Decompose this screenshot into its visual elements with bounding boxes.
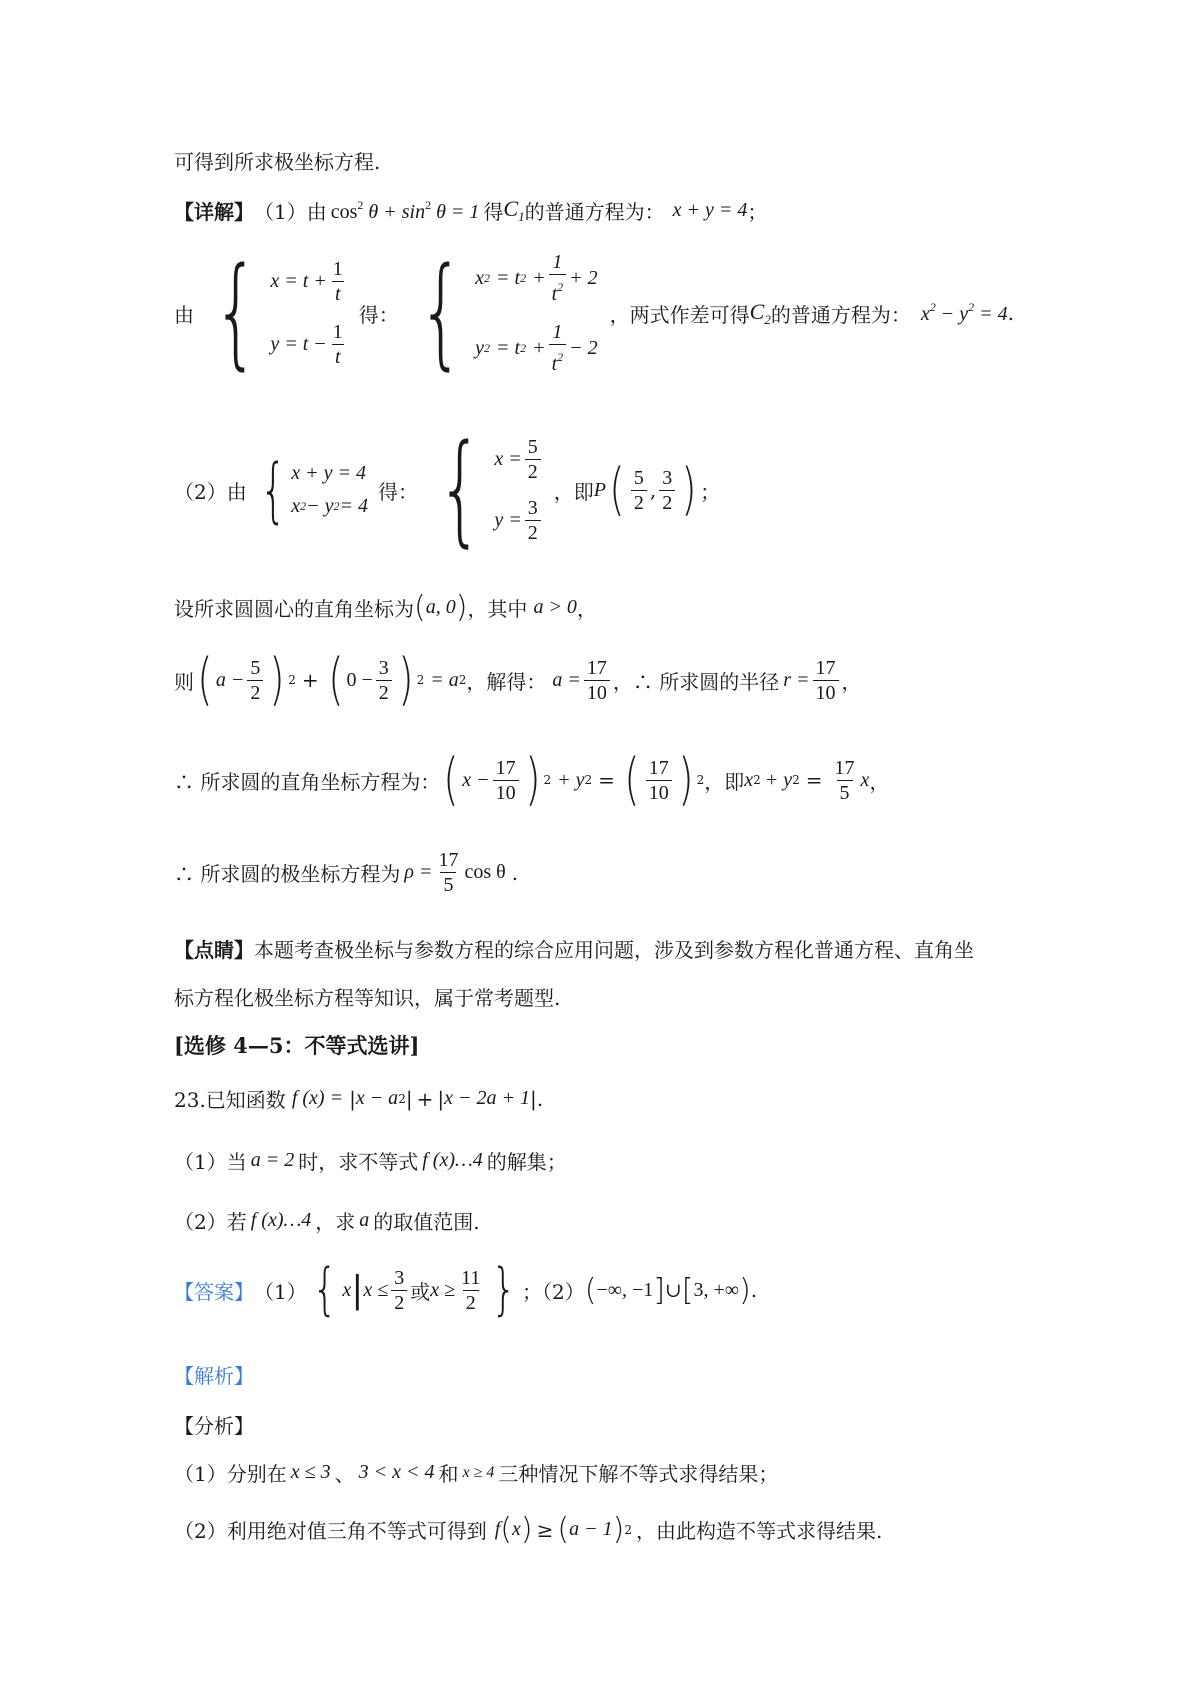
text: ∴ 所求圆的极坐标方程为 — [174, 862, 401, 886]
text: 得： — [378, 479, 419, 504]
comment-tag: 【点睛】 — [174, 938, 254, 962]
formula-c1: x + y = 4 — [672, 199, 748, 221]
text: ，即 — [553, 479, 594, 504]
text: ，即 — [704, 769, 745, 794]
c1-symbol: $C_1$ — [503, 196, 525, 224]
fenxi-tag: 【分析】 — [174, 1414, 254, 1438]
solution-system: { x = $\frac{5}{2}$ y = $\frac{3}{2}$ — [422, 430, 544, 550]
section-heading: [选修 4—5：不等式选讲] — [174, 1033, 420, 1058]
text-continuation: 可得到所求极坐标方程. — [174, 150, 381, 174]
text: 得： — [358, 302, 399, 327]
text: ，∴ 所求圆的半径 — [612, 669, 780, 694]
detail-line-1 — [174, 196, 767, 225]
text: ∴ 所求圆的直角坐标方程为： — [174, 769, 441, 794]
detail-line-6: ∴ 所求圆的直角坐标方程为： ( x − $\frac{17}{10}$ ) 2 + y 2 = ( $\frac{17}{10}$ ) 2 ，即 x 2 + y 2 = $\frac{17}{5}$ x ， — [174, 747, 890, 812]
text: ，两式作差可得 — [609, 302, 750, 327]
analysis-step-2: （2）利用绝对值三角不等式可得到 f ( x ) ≥ ( a − 1 ) 2 ，由此构造不等式求得结果. — [174, 1512, 883, 1547]
text: 由 — [174, 302, 194, 327]
text: ，其中 — [467, 597, 528, 621]
question-number: 23.已知函数 — [174, 1088, 286, 1112]
question-23-part-1: （1）当 a = 2 时，求不等式 f (x)…4 的解集； — [174, 1149, 567, 1174]
text: 的普通方程为： — [524, 200, 665, 224]
text: 则 — [174, 669, 194, 694]
c2-symbol: $C_2$ — [749, 298, 771, 327]
point-p: P — [593, 478, 606, 501]
comment-text: 标方程化极坐标方程等知识，属于常考题型. — [174, 986, 561, 1010]
text: 的普通方程为： — [770, 302, 911, 327]
detail-line-4: 设所求圆圆心的直角坐标为 ( a, 0 ) ，其中 a > 0 ， — [174, 590, 597, 625]
question-23: 23.已知函数 f (x) = | x − a 2 | + | x − 2a + 1 | . — [174, 1084, 543, 1113]
text: ； — [700, 479, 721, 504]
condition: a > 0 — [533, 596, 577, 618]
detail-tag: 【详解】 — [174, 200, 254, 224]
answer-line: 【答案】 （1） { x | x ≤ $\frac{3}{2}$ 或 x ≥ $\frac{11}{2}$ } ；（2） ( −∞, −1 ] ∪ [ 3, +∞ ) . — [174, 1257, 758, 1322]
detail-line-7: ∴ 所求圆的极坐标方程为 ρ = $\frac{17}{5}$ cos θ . — [174, 849, 519, 896]
comment-line-2 — [174, 982, 560, 1011]
answer-tag: 【答案】 — [174, 1279, 254, 1304]
text: ， — [841, 669, 862, 694]
analysis-tag: 【解析】 — [174, 1364, 254, 1388]
comment-line-1 — [174, 934, 974, 963]
detail-line-3: （2）由 { x + y = 4 x 2 − y 2 = 4 得： { x = $\frac{5}{2}$ y = $\frac{3}{2}$ ，即 P ( $\frac{5}{2}$ , $\frac{3}{2}$ ) ； — [174, 420, 721, 559]
param-system: { x = t + $\frac{1}{t}$ y = t − $\frac{1}{t}$ — [213, 243, 343, 382]
text: （1）由 — [254, 200, 327, 224]
analysis-step-1: （1）分别在 x ≤ 3 、 3 < x < 4 和 x ≥ 4 三种情况下解不等式求得结果； — [174, 1461, 779, 1486]
comment-text: 本题考查极坐标与参数方程的综合应用问题，涉及到参数方程化普通方程、直角坐 — [254, 938, 974, 962]
text-line — [174, 146, 380, 175]
text: ，解得： — [466, 669, 547, 694]
text: ； — [747, 200, 768, 224]
text: . — [1007, 301, 1014, 325]
center-coord: a, 0 — [425, 596, 456, 618]
intersect-system: { x + y = 4 x 2 − y 2 = 4 — [259, 449, 369, 531]
detail-line-5: 则 ( a − $\frac{5}{2}$ ) 2 + ( 0 − $\frac{3}{2}$ ) 2 = a 2 ，解得： a = $\frac{17}{10}$ ，∴ 所求圆的半径 r = $\frac{17}{10}$ ， — [174, 647, 862, 712]
formula-cos: $\cos^2 \theta + \sin^2 \theta = 1$ — [330, 197, 480, 223]
text: （2）由 — [174, 479, 247, 504]
text: ， — [576, 597, 597, 621]
text: 得 — [483, 200, 504, 224]
detail-line-2 — [174, 243, 1014, 382]
question-23-part-2: （2）若 f (x)…4 ，求 a 的取值范围. — [174, 1209, 480, 1234]
formula-c2: $x^2 - y^2 = 4$ — [920, 300, 1008, 325]
text: 设所求圆圆心的直角坐标为 — [174, 597, 414, 621]
text: ， — [869, 769, 890, 794]
squared-system: { x 2 = t 2 + $\frac{1}{t^2}$ + 2 y 2 = t 2 + $\frac{1}{t^2}$ − 2 — [418, 243, 598, 382]
